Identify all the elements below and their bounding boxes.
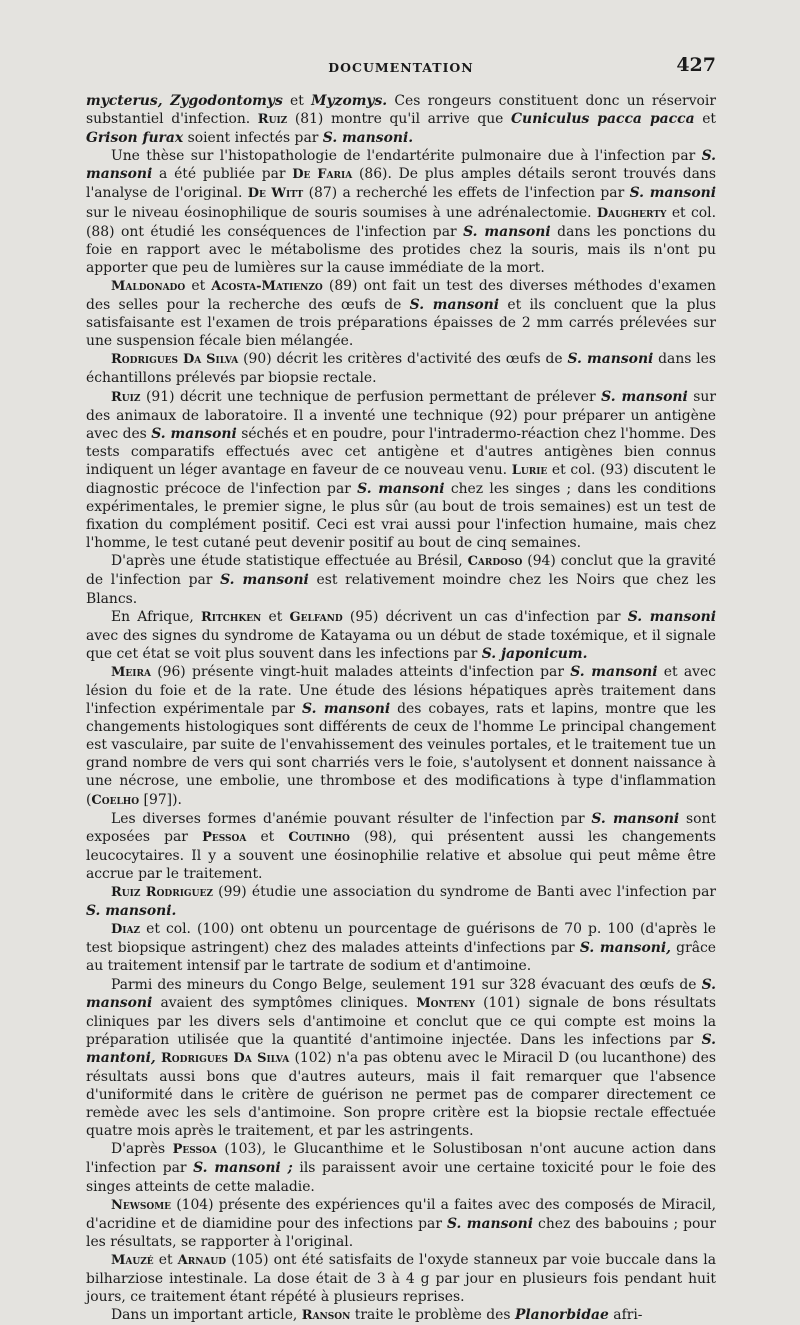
text-run: avaient des symptômes cliniques. — [152, 994, 417, 1011]
text-run: ils paraissent avoir une certaine toxicité pour le foie des singes atteints de cette maladie. — [86, 1160, 716, 1195]
paragraph — [86, 810, 716, 883]
italic-run: S. mansoni, — [579, 940, 671, 957]
italic-run: mycterus, Zygodontomys — [86, 93, 283, 109]
author-name: Cardoso — [467, 554, 523, 570]
text-run: et — [185, 277, 212, 294]
page-number: 427 — [676, 54, 716, 76]
text-run: et — [246, 828, 289, 845]
italic-run: S. japonicum. — [481, 645, 588, 662]
italic-run: S. mansoni — [302, 701, 391, 718]
text-run: (102) n'a pas obtenu avec le Miracil D (ou lucanthone) des résultats aussi bons que d'autres auteurs, mais il fait remarquer que l'absence d'uniformité dans le critère de guérison ne permet pas de comparer directement ce remède avec les sels d'antimoine. Son propre critère est la biopsie rectale effectuée quatre mois après le traitement, et par les astringents. — [86, 1049, 716, 1140]
paragraph — [86, 1196, 716, 1251]
text-run: (91) décrit une technique de perfusion permettant de prélever — [140, 388, 602, 405]
paragraph — [86, 552, 716, 607]
text-run: (81) montre qu'il arrive que — [287, 111, 511, 128]
text-run: (99) étudie une association du syndrome de Banti avec l'infection par — [212, 884, 716, 901]
italic-run: S. mansoni — [463, 223, 551, 240]
italic-run: S. mansoni — [86, 976, 716, 1011]
text-run: grâce au traitement intensif par le tartrate de sodium et d'antimoine. — [86, 940, 716, 975]
author-name: De Faria — [292, 167, 353, 183]
paragraph — [86, 1306, 716, 1325]
italic-run: S. mansoni. — [322, 130, 414, 147]
paragraph — [86, 147, 716, 277]
page-header — [86, 52, 716, 82]
text-run: Ces rongeurs constituent donc un réservoir substantiel d'infection. — [86, 93, 716, 128]
italic-run: S. mansoni — [86, 148, 716, 183]
author-name: Gelfand — [289, 609, 343, 625]
author-name: Rodrigues Da Silva — [161, 1050, 290, 1066]
italic-run: S. mansoni. — [86, 903, 177, 920]
text-run: (98), qui présentent aussi les changements leucocytaires. Il y a souvent une éosinophilie relative et absolue qui peut même être accrue par le traitement. — [86, 828, 717, 882]
italic-run: S. mansoni — [601, 388, 688, 405]
text-run: sur le niveau éosinophilique de souris soumises à une adrénalectomie. — [86, 204, 597, 221]
text-run: sont exposées par — [86, 810, 717, 845]
paragraph — [86, 883, 716, 920]
italic-run: S. mansoni — [591, 810, 680, 827]
author-name: Pessoa — [202, 829, 247, 845]
text-run: En Afrique, — [111, 608, 201, 625]
text-run: (96) présente vingt-huit malades atteints d'infection par — [150, 663, 571, 680]
author-name: Rodrigues Da Silva — [111, 352, 239, 368]
text-run: et — [282, 93, 312, 109]
text-run: sur des animaux de laboratoire. Il a inventé une technique (92) pour préparer un antigène avec des — [86, 388, 717, 442]
text-run: des cobayes, rats et lapins, montre que les changements histologiques sont différents de ceux de l'homme Le principal changement est vasculaire, par suite de l'envahissement des veinules portales, et le traitement tue un grand nombre de vers qui sont charriés vers le foie, s'autolysent et donnent naissance à une nécrose, une embolie, une thrombose et des modifications à type d'inflammation ( — [86, 701, 717, 808]
paragraph — [86, 976, 716, 1141]
paragraph — [86, 277, 716, 350]
text-run: afri- — [608, 1307, 643, 1324]
italic-run: Planorbidae — [514, 1307, 609, 1324]
author-name: Ritchken — [201, 609, 262, 625]
italic-run: S. mansoni — [627, 608, 716, 625]
author-name: Mauzé — [111, 1252, 154, 1268]
text-run: Une thèse sur l'histopathologie de l'endartérite pulmonaire due à l'infection par — [111, 148, 702, 165]
author-name: Ranson — [301, 1308, 351, 1324]
text-run: (90) décrit les critères d'activité des œufs de — [238, 351, 568, 368]
italic-run: S. mansoni — [357, 480, 445, 497]
italic-run: S. mantoni, — [86, 1031, 716, 1066]
italic-run: S. mansoni — [629, 185, 716, 202]
italic-run: S. mansoni — [409, 297, 500, 314]
author-name: Ruiz — [111, 389, 141, 405]
italic-run: Cuniculus pacca pacca — [510, 111, 695, 128]
text-run: et col. (100) ont obtenu un pourcentage de guérisons de 70 p. 100 (d'après le test biopsique astringent) chez des malades atteints d'infections par — [86, 921, 716, 957]
italic-run: Myzomys. — [311, 93, 388, 109]
text-run: D'après — [111, 1141, 173, 1158]
text-run: (94) conclut que la gravité de l'infection par — [86, 553, 717, 589]
italic-run: S. mansoni ; — [193, 1160, 293, 1177]
paragraph — [86, 350, 716, 387]
text-run: (101) signale de bons résultats cliniques par les divers sels d'antimoine et conclut que ce qui compte est moins la préparation utilisée que la quantité d'antimoine injectée. Dans les infections par — [86, 994, 716, 1048]
paragraph — [86, 388, 716, 553]
text-run: et col. (93) discutent le diagnostic précoce de l'infection par — [86, 461, 717, 497]
author-name: Monteny — [416, 995, 475, 1011]
text-run: Parmi des mineurs du Congo Belge, seulement 191 sur 328 évacuant des œufs de — [111, 976, 702, 993]
text-run: chez des babouins ; pour les résultats, se rapporter à l'original. — [86, 1215, 716, 1250]
text-run: séchés et en poudre, pour l'intradermo-réaction chez l'homme. Des tests comparatifs effectués avec cet antigène et d'autres antigènes bien connus indiquent un léger avantage en faveur de ce nouveau venu. — [86, 425, 717, 478]
text-run: traite le problème des — [350, 1307, 515, 1324]
text-run: a été publiée par — [152, 166, 293, 183]
author-name: Ruiz — [257, 112, 288, 128]
text-run: (103), le Glucanthime et le Solustibosan n'ont aucune action dans l'infection par — [86, 1141, 716, 1177]
text-run: est relativement moindre chez les Noirs que chez les Blancs. — [86, 572, 717, 607]
paragraph — [86, 92, 716, 147]
text-run: (104) présente des expériences qu'il a faites avec des composés de Miracil, d'acridine et de diamidine pour des infections par — [86, 1196, 716, 1232]
text-run: avec des signes du syndrome de Katayama ou un début de stade toxémique, et il signale que cet état se voit plus souvent dans les infections par — [86, 627, 716, 662]
italic-run: Grison furax — [86, 130, 184, 147]
author-name: De Witt — [247, 186, 304, 202]
author-name: Newsome — [111, 1197, 172, 1213]
paragraph — [86, 920, 716, 975]
paragraph — [86, 1251, 716, 1306]
text-run: Les diverses formes d'anémie pouvant résulter de l'infection par — [111, 810, 592, 827]
text-run: et ils concluent que la plus satisfaisante est l'examen de trois préparations épaisses de 2 mm carrés prélevées sur une suspension fécale bien mélangée. — [86, 297, 716, 350]
italic-run: S. mansoni — [220, 572, 309, 589]
italic-run: S. mansoni — [570, 663, 658, 680]
author-name: Coutinho — [288, 829, 350, 845]
italic-run: S. mansoni — [151, 425, 237, 442]
italic-run: S. mansoni — [567, 351, 654, 368]
author-name: Maldonado — [111, 278, 186, 294]
paragraph — [86, 663, 716, 810]
running-title: DOCUMENTATION — [328, 60, 474, 75]
author-name: Meira — [111, 664, 151, 680]
text-run: (87) a recherché les effets de l'infection par — [303, 185, 630, 202]
author-name: Acosta-Matienzo — [211, 278, 323, 294]
author-name: Arnaud — [177, 1252, 227, 1268]
text-run: Dans un important article, — [111, 1307, 302, 1324]
text-run: D'après une étude statistique effectuée au Brésil, — [111, 553, 468, 570]
text-run: dans les ponctions du foie en rapport avec le métabolisme des protides chez la souris, mais ils n'ont pu apporter que peu de lumières sur la cause immédiate de la mort. — [86, 223, 717, 276]
text-run: et — [153, 1251, 178, 1268]
author-name: Lurie — [511, 462, 548, 478]
italic-run: S. mansoni — [446, 1215, 534, 1232]
text-run: et — [261, 608, 290, 625]
text-run: soient infectés par — [183, 130, 323, 147]
author-name: Daugherty — [596, 205, 667, 221]
text-run: (89) ont fait un test des diverses méthodes d'examen des selles pour la recherche des œufs de — [86, 277, 716, 314]
text-run: (105) ont été satisfaits de l'oxyde stanneux par voie buccale dans la bilharziose intestinale. La dose était de 3 à 4 g par jour en plusieurs fois pendant huit jours, ce traitement étant répété à plusieurs reprises. — [86, 1251, 716, 1306]
text-run: chez les singes ; dans les conditions expérimentales, le premier signe, le plus sûr (au bout de trois semaines) est un test de fixation du complément positif. Ceci est vrai aussi pour l'infection humaine, mais chez l'homme, le test cutané peut devenir positif au bout de cinq semaines. — [86, 480, 717, 552]
text-run: [97]). — [139, 791, 182, 808]
author-name: Ruiz Rodriguez — [111, 885, 213, 901]
body-text — [86, 92, 716, 1325]
text-run: et col. (88) ont étudié les conséquences de l'infection par — [86, 204, 716, 240]
author-name: Diaz — [111, 922, 141, 938]
text-run: dans les échantillons prélevés par biopsie rectale. — [86, 351, 717, 387]
text-run: et — [694, 111, 717, 128]
paragraph — [86, 1140, 716, 1195]
author-name: Coelho — [91, 792, 140, 808]
author-name: Pessoa — [172, 1142, 217, 1158]
text-run: (86). De plus amples détails seront trouvés dans l'analyse de l'original. — [86, 166, 716, 202]
text-run: et avec lésion du foie et de la rate. Une étude des lésions hépatiques après traitement dans l'infection expérimentale par — [86, 663, 716, 718]
text-run: (95) décrivent un cas d'infection par — [342, 608, 628, 625]
paragraph — [86, 608, 716, 663]
